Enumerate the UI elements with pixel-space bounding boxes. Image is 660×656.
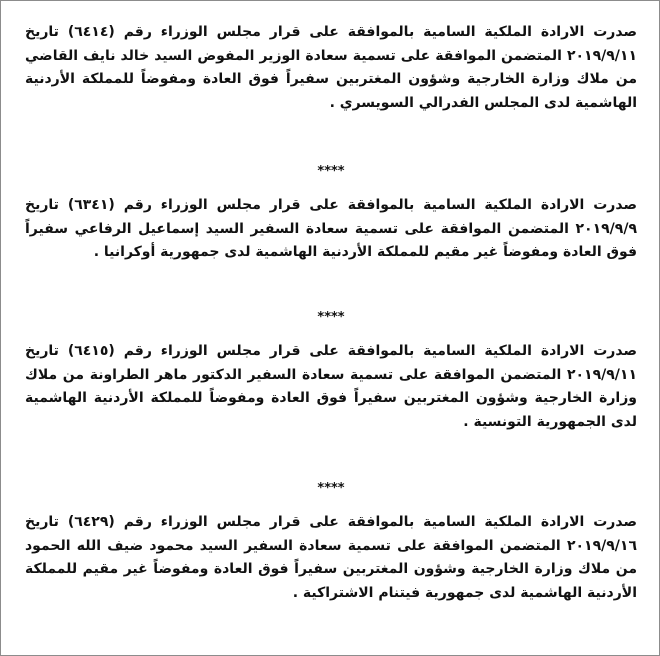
decree-paragraph-4: صدرت الارادة الملكية السامية بالموافقة على قرار مجلس الوزراء رقم (٦٤٢٩) تاريخ ٢٠١٩/٩/١٦ المتضمن الموافقة على تسمية سعادة السفير السيد محمود ضيف الله الحمود من ملاك وزارة الخارجية وشؤون المغتربين سفيراً فوق العادة ومفوضاً غير مقيم للمملكة الأردنية الهاشمية لدى جمهورية فيتنام الاشتراكية . xyxy=(25,514,637,601)
decree-paragraph-2: صدرت الارادة الملكية السامية بالموافقة على قرار مجلس الوزراء رقم (٦٣٤١) تاريخ ٢٠١٩/٩/٩ المتضمن الموافقة على تسمية سعادة السفير السيد إسماعيل الرفاعي سفيراً فوق العادة ومفوضاً غير مقيم للمملكة الأردنية الهاشمية لدى جمهورية أوكرانيا . xyxy=(25,197,637,260)
section-separator-1: **** xyxy=(317,164,345,179)
section-separator-3: **** xyxy=(317,481,345,496)
decree-paragraph-1: صدرت الارادة الملكية السامية بالموافقة على قرار مجلس الوزراء رقم (٦٤١٤) تاريخ ٢٠١٩/٩/١١ المتضمن الموافقة على تسمية سعادة الوزير المفوض السيد خالد نايف القاضي من ملاك وزارة الخارجية وشؤون المغتربين سفيراً فوق العادة ومفوضاً للمملكة الأردنية الهاشمية لدى المجلس الفدرالي السويسري . xyxy=(25,24,637,111)
section-separator-2: **** xyxy=(317,310,345,325)
decree-paragraph-3: صدرت الارادة الملكية السامية بالموافقة على قرار مجلس الوزراء رقم (٦٤١٥) تاريخ ٢٠١٩/٩/١١ المتضمن الموافقة على تسمية سعادة السفير الدكتور ماهر الطراونة من ملاك وزارة الخارجية وشؤون المغتربين سفيراً فوق العادة ومفوضاً للمملكة الأردنية الهاشمية لدى الجمهورية التونسية . xyxy=(25,343,637,430)
